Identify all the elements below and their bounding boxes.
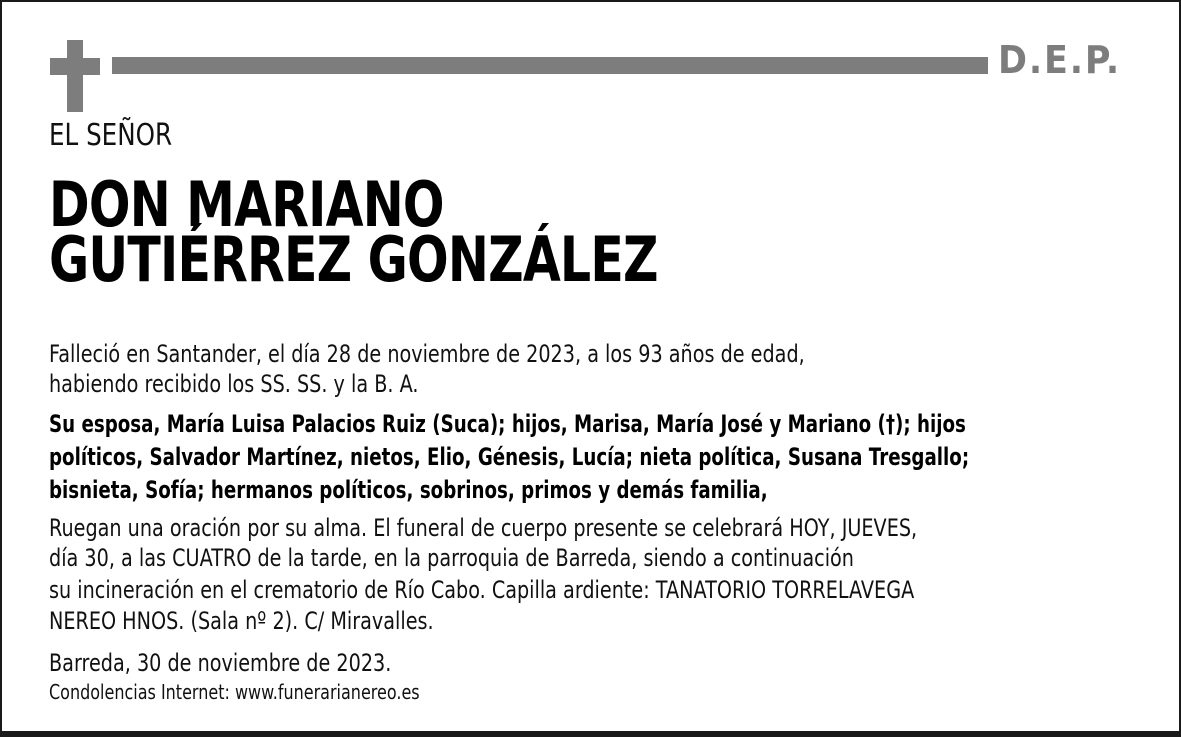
funeral-line: NEREO HNOS. (Sala nº 2). C/ Miravalles.	[49, 607, 434, 635]
funeral-line: su incineración en el crematorio de Río Cabo. Capilla ardiente: TANATORIO TORRELAVEGA	[49, 576, 915, 604]
funeral-line: día 30, a las CUATRO de la tarde, en la parroquia de Barreda, siendo a continuación	[49, 544, 854, 572]
honorific-title: EL SEÑOR	[49, 118, 173, 153]
death-notice-line: Falleció en Santander, el día 28 de noviembre de 2023, a los 93 años de edad,	[49, 340, 805, 368]
funeral-line: Ruegan una oración por su alma. El funeral de cuerpo presente se celebrará HOY, JUEVES,	[49, 514, 918, 542]
deceased-name-line-1: DON MARIANO	[49, 168, 444, 241]
dep-label: D.E.P.	[998, 38, 1121, 82]
death-notice-line: habiendo recibido los SS. SS. y la B. A.	[49, 370, 419, 398]
family-line: Su esposa, María Luisa Palacios Ruiz (Suca); hijos, Marisa, María José y Mariano (†); hijos	[49, 410, 966, 438]
cross-icon	[50, 40, 100, 112]
family-line: bisnieta, Sofía; hermanos políticos, sobrinos, primos y demás familia,	[49, 476, 768, 504]
family-line: políticos, Salvador Martínez, nietos, Elio, Génesis, Lucía; nieta política, Susana Tresgallo;	[49, 443, 970, 471]
header-rule	[112, 57, 988, 74]
condolences-link: Condolencias Internet: www.funerarianereo.es	[49, 680, 420, 704]
place-date: Barreda, 30 de noviembre de 2023.	[49, 649, 392, 677]
deceased-name-line-2: GUTIÉRREZ GONZÁLEZ	[49, 223, 658, 296]
